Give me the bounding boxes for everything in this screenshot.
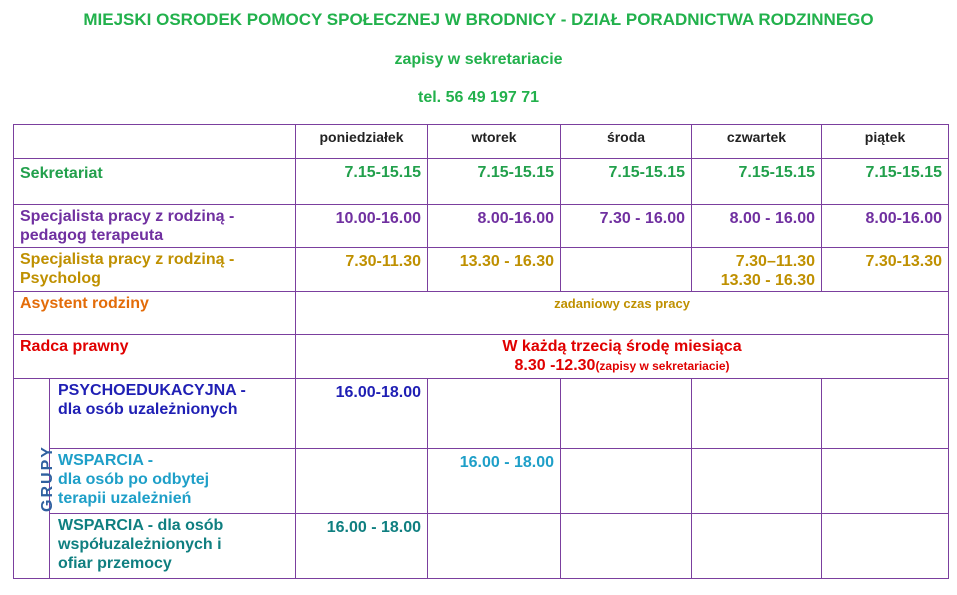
group-label [50, 514, 296, 579]
row-label-line: Specjalista pracy z rodziną - [20, 208, 235, 225]
hours-thursday: 7.15-15.15 [692, 159, 822, 205]
row-wsparcia-2 [14, 514, 949, 579]
hours-tuesday: 13.30 - 16.30 [428, 248, 561, 292]
hours-friday [822, 449, 949, 514]
group-label-line: terapii uzależnień [58, 490, 192, 507]
hours-thursday-line: 13.30 - 16.30 [720, 272, 815, 289]
row-wsparcia-1 [14, 449, 949, 514]
corner-cell [14, 125, 296, 159]
hours-tuesday [428, 379, 561, 449]
day-thursday: czwartek [692, 125, 822, 159]
asystent-note: zadaniowy czas pracy [296, 292, 949, 335]
row-label: Sekretariat [14, 159, 296, 205]
row-label-line: pedagog terapeuta [20, 227, 164, 244]
hours-monday: 7.15-15.15 [296, 159, 428, 205]
day-friday: piątek [822, 125, 949, 159]
schedule-table [13, 124, 949, 579]
hours-monday: 10.00-16.00 [296, 205, 428, 248]
day-monday: poniedziałek [296, 125, 428, 159]
hours-tuesday [428, 514, 561, 579]
row-label [14, 205, 296, 248]
group-label [50, 449, 296, 514]
hours-wednesday [561, 379, 692, 449]
hours-monday: 7.30-11.30 [296, 248, 428, 292]
hours-friday [822, 514, 949, 579]
hours-wednesday [561, 449, 692, 514]
registration-note: zapisy w sekretariacie [394, 51, 563, 68]
hours-tuesday: 7.15-15.15 [428, 159, 561, 205]
hours-monday: 16.00-18.00 [296, 379, 428, 449]
radca-line-2 [296, 356, 948, 376]
page-title: MIEJSKI OSRODEK POMOCY SPOŁECZNEJ W BRODNICY - DZIAŁ PORADNICTWA RODZINNEGO [83, 10, 874, 29]
hours-monday: 16.00 - 18.00 [296, 514, 428, 579]
row-asystent [14, 292, 949, 335]
row-psychoedukacyjna [14, 379, 949, 449]
group-label-line: dla osób po odbytej [58, 471, 210, 488]
radca-hours: 8.30 -12.30 [514, 357, 596, 374]
hours-wednesday: 7.30 - 16.00 [561, 205, 692, 248]
row-label-line: Specjalista pracy z rodziną - [20, 251, 235, 268]
hours-thursday: 8.00 - 16.00 [692, 205, 822, 248]
groups-side-cell [14, 379, 56, 579]
hours-friday: 7.15-15.15 [822, 159, 949, 205]
group-label-line: WSPARCIA - [58, 452, 154, 469]
hours-wednesday: 7.15-15.15 [561, 159, 692, 205]
hours-thursday-line: 7.30–11.30 [735, 253, 815, 270]
phone-number: tel. 56 49 197 71 [418, 89, 539, 106]
row-sekretariat [14, 159, 949, 205]
row-label: Asystent rodziny [14, 292, 296, 335]
hours-thursday [692, 514, 822, 579]
row-label: Radca prawny [14, 335, 296, 379]
group-label-line: dla osób uzależnionych [58, 401, 238, 418]
row-radca [14, 335, 949, 379]
hours-friday: 8.00-16.00 [822, 205, 949, 248]
row-label [14, 248, 296, 292]
hours-thursday [692, 248, 822, 292]
hours-thursday [692, 379, 822, 449]
hours-friday: 7.30-13.30 [822, 248, 949, 292]
hours-tuesday: 8.00-16.00 [428, 205, 561, 248]
radca-note: (zapisy w sekretariacie) [595, 359, 730, 373]
group-label [50, 379, 296, 449]
groups-side-label: GRUPY [38, 445, 56, 512]
hours-thursday [692, 449, 822, 514]
radca-line-1: W każdą trzecią środę miesiąca [502, 338, 742, 355]
row-pedagog [14, 205, 949, 248]
hours-wednesday [561, 514, 692, 579]
hours-monday [296, 449, 428, 514]
group-label-line: WSPARCIA - dla osób [58, 517, 224, 534]
day-wednesday: środa [561, 125, 692, 159]
group-label-line: współuzależnionych i [58, 536, 222, 553]
hours-tuesday: 16.00 - 18.00 [428, 449, 561, 514]
row-psycholog [14, 248, 949, 292]
day-tuesday: wtorek [428, 125, 561, 159]
group-label-line: ofiar przemocy [58, 555, 172, 572]
days-header-row [14, 125, 949, 159]
radca-schedule [296, 335, 949, 379]
hours-wednesday [561, 248, 692, 292]
group-label-line: PSYCHOEDUKACYJNA - [58, 382, 246, 399]
hours-friday [822, 379, 949, 449]
row-label-line: Psycholog [20, 270, 101, 287]
